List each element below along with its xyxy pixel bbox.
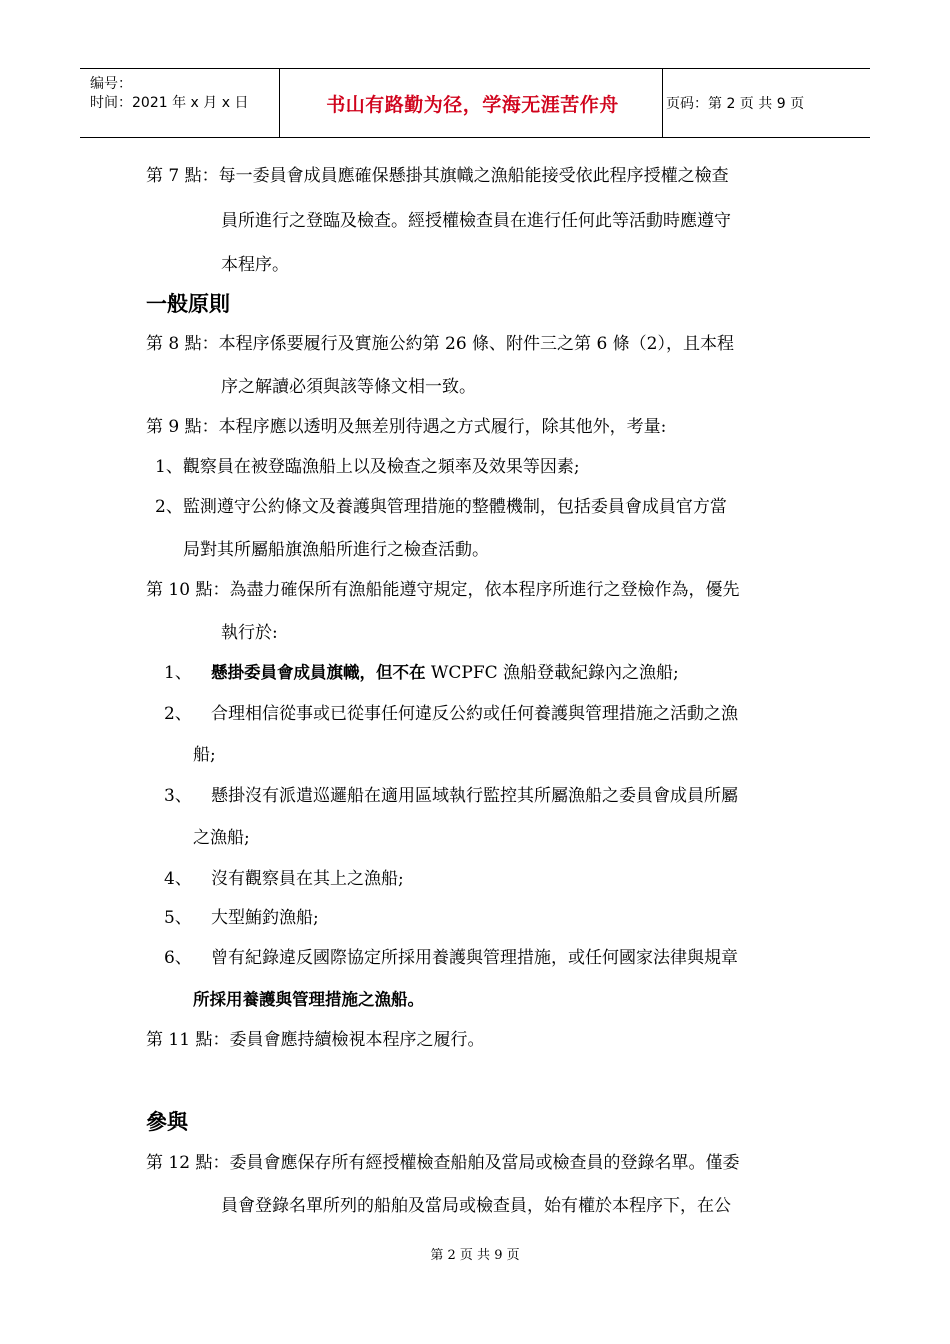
point-8-line-2: 序之解讀必須與該等條文相一致。 [221, 377, 476, 397]
header-divider [279, 69, 280, 137]
header-meta [90, 75, 248, 113]
list-number-1: 1、 [164, 663, 192, 683]
page-footer: 第 2 页 共 9 页 [430, 1248, 520, 1263]
point-9-line-1: 第 9 點：本程序應以透明及無差別待遇之方式履行，除其他外，考量: [146, 417, 667, 437]
point-8-line-1: 第 8 點：本程序係要履行及實施公約第 26 條、附件三之第 6 條（2），且本程 [146, 334, 735, 354]
point-9-item-2-line-2: 局對其所屬船旗漁船所進行之檢查活動。 [183, 540, 489, 560]
point-10-item-4: 沒有觀察員在其上之漁船; [211, 869, 404, 889]
point-10-line-2: 執行於: [221, 623, 278, 643]
point-12-line-2: 員會登錄名單所列的船舶及當局或檢查員，始有權於本程序下，在公 [221, 1196, 731, 1216]
page-header [80, 68, 870, 138]
point-10-item-1-bold: 懸掛委員會成員旗幟，但不在 [211, 663, 426, 682]
doc-time-label: 时间：2021 年 x 月 x 日 [90, 95, 249, 111]
point-7-line-2: 員所進行之登臨及檢查。經授權檢查員在進行任何此等活動時應遵守 [221, 211, 731, 231]
point-12-line-1: 第 12 點：委員會應保存所有經授權檢查船舶及當局或檢查員的登錄名單。僅委 [146, 1153, 740, 1173]
point-10-item-6-line-1: 曾有紀錄違反國際協定所採用養護與管理措施，或任何國家法律與規章 [211, 948, 738, 968]
point-10-item-5: 大型鮪釣漁船; [211, 908, 319, 928]
point-9-item-2-line-1: 2、監測遵守公約條文及養護與管理措施的整體機制，包括委員會成員官方當 [155, 497, 727, 517]
point-10-item-2-line-1: 合理相信從事或已從事任何違反公約或任何養護與管理措施之活動之漁 [211, 704, 738, 724]
point-9-item-1: 1、觀察員在被登臨漁船上以及檢查之頻率及效果等因素; [155, 457, 580, 477]
list-number-4: 4、 [164, 869, 192, 889]
point-10-item-3-line-1: 懸掛沒有派遣巡邏船在適用區域執行監控其所屬漁船之委員會成員所屬 [211, 786, 738, 806]
point-10-item-6-line-2: 所採用養護與管理措施之漁船。 [193, 990, 424, 1009]
point-10-line-1: 第 10 點：為盡力確保所有漁船能遵守規定，依本程序所進行之登檢作為，優先 [146, 580, 740, 600]
point-10-item-3-line-2: 之漁船; [193, 828, 250, 848]
point-11: 第 11 點：委員會應持續檢視本程序之履行。 [146, 1030, 485, 1050]
point-7-line-1: 第 7 點：每一委員會成員應確保懸掛其旗幟之漁船能接受依此程序授權之檢查 [146, 166, 729, 186]
header-motto: 书山有路勤为径，学海无涯苦作舟 [326, 93, 619, 116]
header-divider [662, 69, 663, 137]
doc-number-label: 编号： [90, 76, 132, 92]
point-10-item-1-rest: WCPFC 漁船登載紀錄內之漁船; [425, 663, 679, 683]
section-heading-general: 一般原則 [146, 291, 230, 316]
list-number-2: 2、 [164, 704, 192, 724]
list-number-3: 3、 [164, 786, 192, 806]
header-page-number: 页码：第 2 页 共 9 页 [666, 96, 805, 112]
section-heading-participation: 參與 [146, 1109, 188, 1134]
point-10-item-1 [211, 661, 679, 685]
point-10-item-2-line-2: 船; [193, 745, 216, 765]
list-number-5: 5、 [164, 908, 192, 928]
point-7-line-3: 本程序。 [221, 255, 289, 275]
list-number-6: 6、 [164, 948, 192, 968]
